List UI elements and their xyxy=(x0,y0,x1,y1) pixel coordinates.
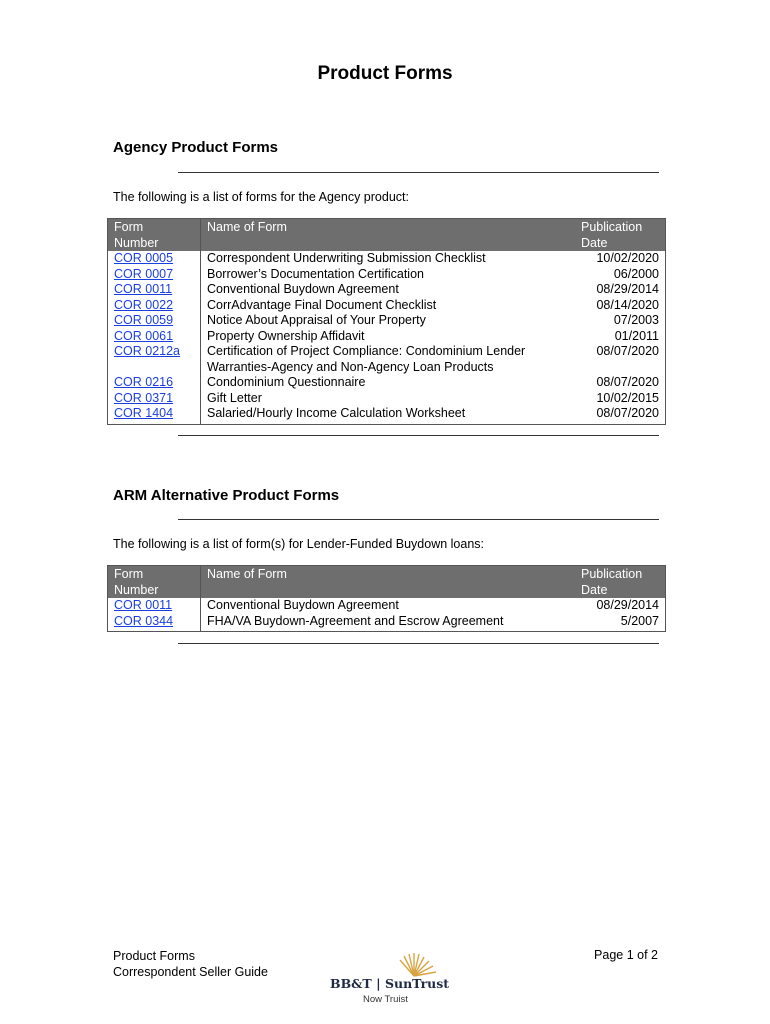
logo-wordmark: BB&T | SunTrust xyxy=(330,976,450,991)
section-divider xyxy=(178,435,659,436)
agency-section-heading: Agency Product Forms xyxy=(113,139,279,156)
arm-forms-table xyxy=(107,565,666,632)
publication-date: 5/2007 xyxy=(620,613,659,628)
form-link-cor-1404[interactable]: COR 1404 xyxy=(114,406,174,420)
company-logo xyxy=(330,952,450,1010)
form-name: Certification of Project Compliance: Condominium Lender Warranties-Agency and Non-Agency Loan Products xyxy=(207,344,526,374)
form-name: Salaried/Hourly Income Calculation Worksheet xyxy=(207,406,466,420)
table-row xyxy=(108,375,666,391)
agency-forms-table xyxy=(107,218,666,425)
table-row xyxy=(108,251,666,267)
form-name: Borrower’s Documentation Certification xyxy=(207,266,424,281)
page-title: Product Forms xyxy=(317,63,453,84)
footer-document-title: Product Forms xyxy=(113,949,195,963)
form-link-cor-0007[interactable]: COR 0007 xyxy=(114,266,174,281)
publication-date: 08/29/2014 xyxy=(596,598,659,612)
publication-date: 10/02/2020 xyxy=(596,251,659,265)
publication-date: 08/07/2020 xyxy=(596,375,659,389)
form-name: Condominium Questionnaire xyxy=(207,375,366,389)
form-link-cor-0212a[interactable]: COR 0212a xyxy=(114,344,181,358)
form-name: Conventional Buydown Agreement xyxy=(207,282,399,296)
arm-intro-text: The following is a list of form(s) for Lender-Funded Buydown loans: xyxy=(113,537,485,551)
table-header-row xyxy=(108,219,666,252)
table-row xyxy=(108,329,666,345)
form-name-header: Name of Form xyxy=(201,219,576,252)
form-name: CorrAdvantage Final Document Checklist xyxy=(207,297,437,312)
table-header-row xyxy=(108,566,666,599)
form-name: Property Ownership Affidavit xyxy=(207,328,365,343)
table-row xyxy=(108,391,666,407)
form-link-cor-0371[interactable]: COR 0371 xyxy=(114,390,174,405)
table-row xyxy=(108,598,666,614)
publication-date-header: Publication Date xyxy=(575,566,666,599)
table-row xyxy=(108,282,666,298)
form-name: Gift Letter xyxy=(207,390,262,405)
form-number-header: Form Number xyxy=(108,219,201,252)
section-divider xyxy=(178,519,659,520)
form-link-cor-0011[interactable]: COR 0011 xyxy=(114,598,173,612)
table-row xyxy=(108,406,666,424)
publication-date-header: Publication Date xyxy=(575,219,666,252)
footer-guide-name: Correspondent Seller Guide xyxy=(113,965,268,979)
form-link-cor-0059[interactable]: COR 0059 xyxy=(114,313,174,327)
section-divider xyxy=(178,643,659,644)
sun-rays-icon xyxy=(330,952,445,978)
form-name: Correspondent Underwriting Submission Checklist xyxy=(207,251,486,265)
form-name-header: Name of Form xyxy=(201,566,576,599)
page-number: Page 1 of 2 xyxy=(594,948,658,962)
logo-tagline: Now Truist xyxy=(363,994,408,1005)
publication-date: 10/02/2015 xyxy=(596,390,659,405)
table-row xyxy=(108,313,666,329)
table-row xyxy=(108,344,666,375)
form-link-cor-0022[interactable]: COR 0022 xyxy=(114,297,174,312)
form-link-cor-0216[interactable]: COR 0216 xyxy=(114,375,174,389)
section-divider xyxy=(178,172,659,173)
form-number-header: Form Number xyxy=(108,566,201,599)
agency-intro-text: The following is a list of forms for the Agency product: xyxy=(113,190,409,204)
form-name: Conventional Buydown Agreement xyxy=(207,598,399,612)
publication-date: 08/29/2014 xyxy=(596,282,659,296)
footer-left xyxy=(113,948,268,980)
publication-date: 08/07/2020 xyxy=(596,406,659,420)
publication-date: 07/2003 xyxy=(613,313,659,327)
publication-date: 01/2011 xyxy=(614,328,659,343)
publication-date: 08/14/2020 xyxy=(596,297,659,312)
publication-date: 08/07/2020 xyxy=(596,344,659,358)
table-row xyxy=(108,614,666,632)
form-name: FHA/VA Buydown-Agreement and Escrow Agreement xyxy=(207,613,504,628)
form-link-cor-0061[interactable]: COR 0061 xyxy=(114,328,174,343)
publication-date: 06/2000 xyxy=(613,266,659,281)
form-link-cor-0005[interactable]: COR 0005 xyxy=(114,251,174,265)
table-row xyxy=(108,298,666,314)
table-row xyxy=(108,267,666,283)
form-link-cor-0011[interactable]: COR 0011 xyxy=(114,282,173,296)
arm-section-heading: ARM Alternative Product Forms xyxy=(113,487,340,504)
form-name: Notice About Appraisal of Your Property xyxy=(207,313,426,327)
form-link-cor-0344[interactable]: COR 0344 xyxy=(114,613,174,628)
